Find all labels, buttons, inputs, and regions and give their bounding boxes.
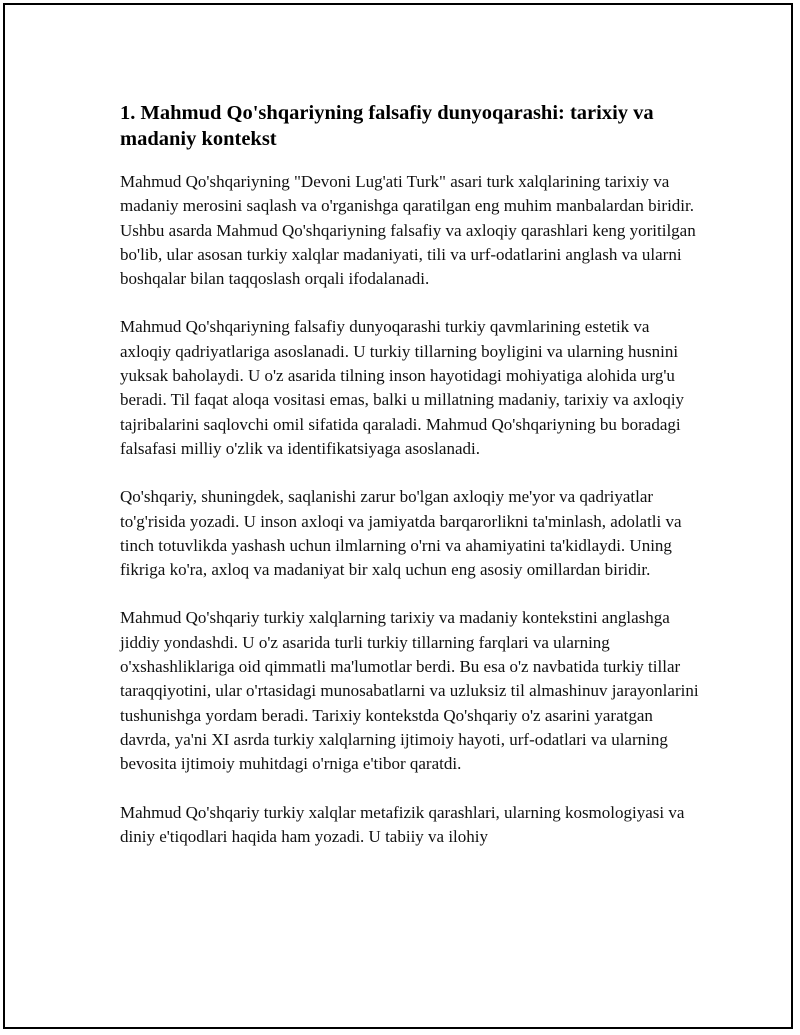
paragraph-1: Mahmud Qo'shqariyning "Devoni Lug'ati Turk" asari turk xalqlarining tarixiy va madaniy merosini saqlash va o'rganishga qaratilgan eng muhim manbalardan biridir. Ushbu asarda Mahmud Qo'shqariyning falsafiy va axloqiy qarashlari keng yoritilgan bo'lib, ular asosan turkiy xalqlar madaniyati, tili va urf-odatlarini anglash va ularni boshqalar bilan taqqoslash orqali ifodalanadi. bbox=[120, 172, 696, 289]
page-frame bbox=[3, 3, 793, 1029]
paragraph-2: Mahmud Qo'shqariyning falsafiy dunyoqarashi turkiy qavmlarining estetik va axloqiy qadriyatlariga asoslanadi. U turkiy tillarning boyligini va ularning husnini yuksak baholaydi. U o'z asarida tilning inson hayotidagi mohiyatiga alohida urg'u beradi. Til faqat aloqa vositasi emas, balki u millatning madaniy, tarixiy va axloqiy tajribalarini saqlovchi omil sifatida qaraladi. Mahmud Qo'shqariyning bu boradagi falsafasi milliy o'zlik va identifikatsiyaga asoslanadi. bbox=[120, 317, 685, 458]
document-body bbox=[120, 100, 700, 873]
section-heading: 1. Mahmud Qo'shqariyning falsafiy dunyoqarashi: tarixiy va madaniy kontekst bbox=[120, 102, 654, 150]
paragraph-3: Qo'shqariy, shuningdek, saqlanishi zarur bo'lgan axloqiy me'yor va qadriyatlar to'g'risida yozadi. U inson axloqi va jamiyatda barqarorlikni ta'minlash, adolatli va tinch totuvlikda yashash uchun ilmlarning o'rni va ahamiyatini ta'kidlaydi. Uning fikriga ko'ra, axloq va madaniyat bir xalq uchun eng asosiy omillardan biridir. bbox=[120, 487, 682, 580]
paragraph-5: Mahmud Qo'shqariy turkiy xalqlar metafizik qarashlari, ularning kosmologiyasi va diniy e'tiqodlari haqida ham yozadi. U tabiiy va ilohiy bbox=[120, 802, 685, 846]
paragraph-4: Mahmud Qo'shqariy turkiy xalqlarning tarixiy va madaniy kontekstini anglashga jiddiy yondashdi. U o'z asarida turli turkiy tillarning farqlari va ularning o'xshashliklariga oid qimmatli ma'lumotlar berdi. Bu esa o'z navbatida turkiy tillar taraqqiyotini, ular o'rtasidagi munosabatlarni va uzluksiz til almashinuv jarayonlarini tushunishga yordam beradi. Tarixiy kontekstda Qo'shqariy o'z asarini yaratgan davrda, ya'ni XI asrda turkiy xalqlarning ijtimoiy hayoti, urf-odatlari va ularning bevosita ijtimoiy muhitdagi o'rniga e'tibor qaratdi. bbox=[120, 608, 699, 774]
